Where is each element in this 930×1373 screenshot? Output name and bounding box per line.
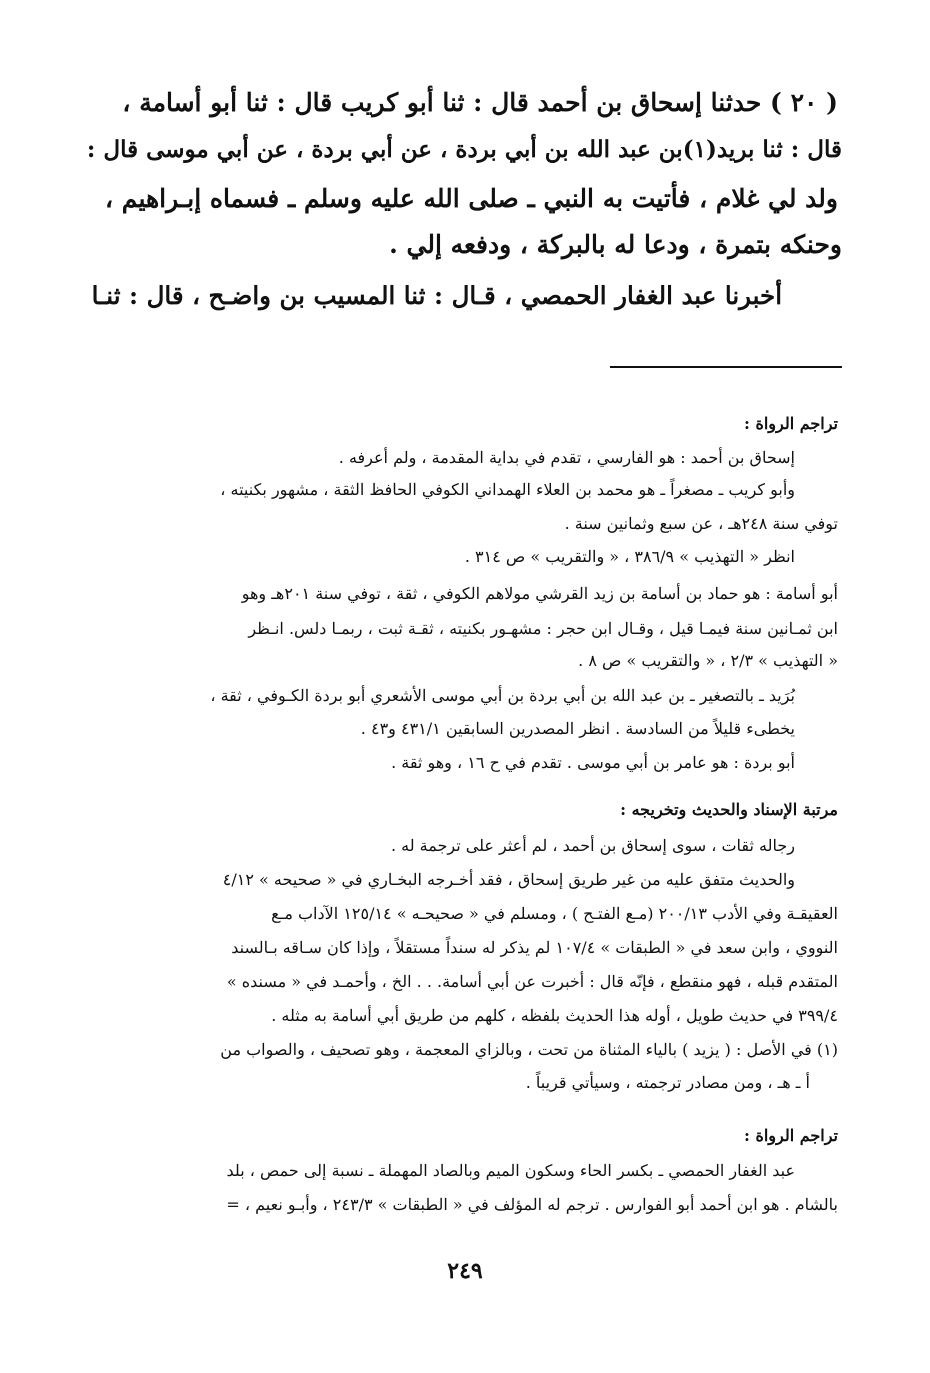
note-line: « التهذيب » ٢/٣ ، « والتقريب » ص ٨ . <box>578 651 838 670</box>
note-line: يخطىء قليلاً من السادسة . انظر المصدرين السابقين ٤٣١/١ و٤٣ . <box>360 719 795 738</box>
section-heading: تراجم الرواة : <box>743 414 838 433</box>
page-number: ٢٤٩ <box>447 1258 483 1284</box>
note-line: أبو أسامة : هو حماد بن أسامة بن زيد القرشي مولاهم الكوفي ، ثقة ، توفي سنة ٢٠١هـ وهو <box>241 584 838 603</box>
footnote-line: أ ـ هـ ، ومن مصادر ترجمته ، وسيأتي قريباً . <box>525 1073 810 1092</box>
next-hadith-line: أخبرنا عبد الغفار الحمصي ، قـال : ثنا المسيب بن واضـح ، قال : ثنـا <box>91 281 782 310</box>
note-line: انظر « التهذيب » ٣٨٦/٩ ، « والتقريب » ص ٣١٤ . <box>464 547 795 566</box>
note-line: المتقدم قبله ، فهو منقطع ، فإنّه قال : أخبرت عن أبي أسامة. . . الخ ، وأحمـد في « مسنده » <box>226 972 838 991</box>
note-line: والحديث متفق عليه من غير طريق إسحاق ، فقد أخـرجه البخـاري في « صحيحه » ٤/١٢ <box>222 870 795 889</box>
hadith-line: ( ٢٠ ) حدثنا إسحاق بن أحمد قال : ثنا أبو كريب قال : ثنا أبو أسامة ، <box>122 88 838 117</box>
note-line: رجاله ثقات ، سوى إسحاق بن أحمد ، لم أعثر على ترجمة له . <box>390 836 795 855</box>
section-heading: تراجم الرواة : <box>743 1126 838 1145</box>
note-line: توفي سنة ٢٤٨هـ ، عن سبع وثمانين سنة . <box>564 514 838 533</box>
note-line: العقيقـة وفي الأدب ٢٠٠/١٣ (مـع الفتـح ) ، ومسلم في « صحيحـه » ١٢٥/١٤ الآداب مـع <box>271 904 838 923</box>
note-line: ابن ثمـانين سنة فيمـا قيل ، وقـال ابن حجر : مشهـور بكنيته ، ثقـة ثبت ، ربمـا دلس. انـظر <box>248 619 838 638</box>
note-line: ٣٩٩/٤ في حديث طويل ، أوله هذا الحديث بلفظه ، كلهم من طريق أبي أسامة به مثله . <box>271 1006 838 1025</box>
hadith-line: قال : ثنا بريد(١)بن عبد الله بن أبي بردة ، عن أبي بردة ، عن أبي موسى قال : <box>86 136 842 163</box>
section-heading: مرتبة الإسناد والحديث وتخريجه : <box>620 800 838 819</box>
note-line: إسحاق بن أحمد : هو الفارسي ، تقدم في بداية المقدمة ، ولم أعرفه . <box>338 448 795 467</box>
footnote-line: (١) في الأصل : ( يزيد ) بالياء المثناة من تحت ، وبالزاي المعجمة ، وهو تصحيف ، والصواب من <box>220 1040 838 1059</box>
footnote-separator <box>610 366 842 368</box>
note-line: النووي ، وابن سعد في « الطبقات » ١٠٧/٤ لم يذكر له سنداً مستقلاً ، وإذا كان سـاقه بـالسند <box>231 938 838 957</box>
note-line: عبد الغفار الحمصي ـ بكسر الحاء وسكون الميم وبالصاد المهملة ـ نسبة إلى حمص ، بلد <box>226 1161 795 1180</box>
hadith-line: ولد لي غلام ، فأتيت به النبي ـ صلى الله عليه وسلم ـ فسماه إبـراهيم ، <box>105 184 838 213</box>
note-line: بُرَيد ـ بالتصغير ـ بن عبد الله بن أبي بردة بن أبي موسى الأشعري أبو بردة الكـوفي ، ثقة ، <box>210 686 795 705</box>
hadith-line: وحنكه بتمرة ، ودعا له بالبركة ، ودفعه إلي . <box>389 230 842 259</box>
note-line: أبو بردة : هو عامر بن أبي موسى . تقدم في ح ١٦ ، وهو ثقة . <box>391 753 795 772</box>
note-line: وأبو كريب ـ مصغراً ـ هو محمد بن العلاء الهمداني الكوفي الحافظ الثقة ، مشهور بكنيته ، <box>220 480 795 499</box>
note-line: بالشام . هو ابن أحمد أبو الفوارس . ترجم له المؤلف في « الطبقات » ٢٤٣/٣ ، وأبـو نعيم ، = <box>226 1195 838 1214</box>
